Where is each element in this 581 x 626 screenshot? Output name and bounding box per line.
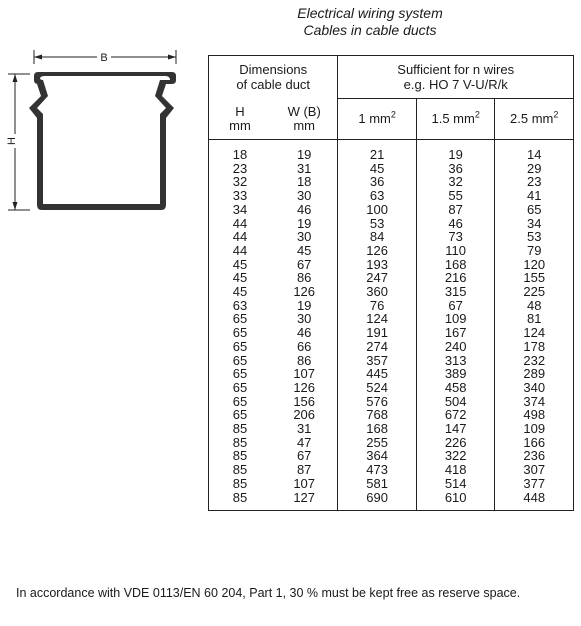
table-cell: 126 [293,379,316,395]
cable-duct-table [208,55,574,511]
table-cell: 67 [448,297,463,313]
table-cell: 87 [296,462,312,478]
header-dimensions-line-1: Dimensions [239,62,308,78]
table-cell: 377 [523,475,546,491]
table-cell: 357 [366,352,388,368]
header-w [271,99,338,140]
table-cell: 46 [296,201,312,217]
table-cell: 14 [526,147,542,162]
table-cell: 86 [296,270,312,286]
column-25mm [495,140,574,511]
table-cell: 240 [444,338,467,354]
table-cell: 30 [296,229,312,245]
column-w [271,140,338,511]
table-cell: 85 [232,489,248,505]
table-cell: 18 [232,147,248,162]
table-cell: 498 [523,407,546,423]
table-cell: 65 [232,338,248,354]
header-wires-line-2: e.g. HO 7 V-U/R/k [403,77,508,92]
table-cell: 168 [366,421,388,437]
table-cell: 85 [232,434,248,450]
table-cell: 610 [444,489,467,505]
table-cell: 109 [444,311,467,327]
sup-25: 2 [553,109,559,120]
table-cell: 18 [296,174,312,190]
table-cell: 225 [523,284,546,300]
table-cell: 307 [523,462,546,478]
table-cell: 19 [296,297,312,313]
sup-1: 2 [390,109,396,120]
table-cell: 41 [526,188,542,204]
table-cell: 87 [448,201,463,217]
header-15mm [416,99,495,140]
table-cell: 445 [366,366,388,382]
table-cell: 126 [293,284,316,300]
table-cell: 67 [296,448,312,464]
table-cell: 340 [523,379,546,395]
table-cell: 65 [526,201,542,217]
height-label: H [6,137,18,145]
table-cell: 247 [366,270,388,286]
table-cell: 33 [232,188,248,204]
table-cell: 23 [232,160,248,176]
table-cell: 85 [232,462,248,478]
column-15mm [416,140,495,511]
table-cell: 315 [444,284,467,300]
table-cell: 768 [366,407,388,423]
table-cell: 289 [523,366,546,382]
table-cell: 44 [232,229,248,245]
table-cell: 155 [523,270,546,286]
header-h-label: H [235,103,245,119]
table-cell: 66 [296,338,312,354]
table-cell: 19 [296,147,312,162]
table-cell: 36 [448,160,463,176]
table-cell: 274 [366,338,388,354]
table-cell: 672 [444,407,467,423]
table-cell: 85 [232,448,248,464]
table-cell: 109 [523,421,546,437]
table-cell: 53 [369,215,385,231]
table-cell: 32 [448,174,463,190]
table-cell: 581 [366,475,388,491]
table-cell: 576 [366,393,388,409]
table-cell: 147 [444,421,467,437]
table-cell: 120 [523,256,546,272]
table-cell: 110 [445,242,467,258]
table-cell: 45 [232,270,248,286]
header-25mm-label: 2.5 mm [510,111,554,126]
table-cell: 81 [526,311,542,327]
table-cell: 30 [296,311,312,327]
table-cell: 690 [366,489,388,505]
table-cell: 65 [232,311,248,327]
table-cell: 65 [232,352,248,368]
table-cell: 418 [444,462,467,478]
table-cell: 86 [296,352,312,368]
table-cell: 458 [444,379,467,395]
table-cell: 127 [293,489,316,505]
table-cell: 364 [366,448,388,464]
table-cell: 473 [366,462,388,478]
table-cell: 44 [232,215,248,231]
header-w-label: W (B) [287,103,321,119]
table-cell: 107 [293,475,316,491]
header-h-unit: mm [229,117,251,133]
reserve-note: In accordance with VDE 0113/EN 60 204, Part 1, 30 % must be kept free as reserve space. [16,586,521,600]
header-15mm-label: 1.5 mm [431,111,475,126]
table-cell: 167 [444,325,467,341]
table-cell: 67 [296,256,312,272]
table-cell: 156 [293,393,316,409]
table-cell: 178 [523,338,546,354]
table-cell: 124 [523,325,546,341]
table-cell: 45 [369,160,385,176]
table-cell: 47 [296,434,312,450]
table-cell: 226 [444,434,467,450]
table-cell: 100 [366,201,388,217]
column-h [209,140,271,511]
table-cell: 236 [523,448,546,464]
table-cell: 255 [366,434,388,450]
table-cell: 63 [369,188,385,204]
table-cell: 23 [526,174,542,190]
table-cell: 193 [366,256,388,272]
table-cell: 19 [448,147,463,162]
header-wires-line-1: Sufficient for n wires [397,62,515,77]
table-cell: 389 [444,366,467,382]
header-1mm [338,99,417,140]
table-cell: 31 [296,421,312,437]
header-dimensions [209,56,338,99]
cable-duct-diagram [0,40,200,240]
header-wires [338,56,574,99]
table-cell: 65 [232,407,248,423]
table-cell: 191 [366,325,388,341]
title-line-1: Electrical wiring system [297,5,443,21]
table-cell: 45 [232,284,248,300]
table-cell: 166 [523,434,546,450]
table-cell: 504 [444,393,467,409]
table-cell: 53 [526,229,542,245]
header-w-unit: mm [293,117,316,133]
table-cell: 21 [369,147,385,162]
page-title [240,5,500,39]
table-cell: 55 [448,188,463,204]
table-cell: 79 [526,242,542,258]
title-line-2: Cables in cable ducts [303,22,437,38]
table-cell: 44 [232,242,248,258]
table-cell: 85 [232,475,248,491]
table-cell: 448 [523,489,546,505]
table-cell: 168 [444,256,467,272]
table-cell: 514 [444,475,467,491]
width-label: B [100,52,108,64]
table-cell: 232 [523,352,546,368]
table-cell: 76 [369,297,385,313]
table-cell: 30 [296,188,312,204]
sup-15: 2 [474,109,480,120]
table-cell: 45 [296,242,312,258]
table-cell: 107 [293,366,316,382]
table-cell: 65 [232,366,248,382]
table-cell: 524 [366,379,388,395]
header-1mm-label: 1 mm [358,111,391,126]
table-cell: 124 [366,311,388,327]
table-cell: 32 [232,174,248,190]
table-cell: 45 [232,256,248,272]
table-cell: 19 [296,215,312,231]
table-cell: 65 [232,393,248,409]
table-cell: 374 [523,393,546,409]
header-dimensions-line-2: of cable duct [236,77,311,93]
table-cell: 31 [296,160,312,176]
table-cell: 48 [526,297,542,313]
table-cell: 34 [526,215,542,231]
table-cell: 65 [232,379,248,395]
table-cell: 46 [448,215,463,231]
table-cell: 322 [444,448,467,464]
table-cell: 63 [232,297,248,313]
table-cell: 206 [293,407,316,423]
duct-profile [29,72,176,210]
table-cell: 360 [366,284,388,300]
table-cell: 84 [369,229,385,245]
header-25mm [495,99,574,140]
table-cell: 216 [444,270,467,286]
table-cell: 73 [448,229,463,245]
table-cell: 46 [296,325,312,341]
column-1mm [338,140,417,511]
table-cell: 34 [232,201,248,217]
table-cell: 29 [526,160,542,176]
header-h [209,99,271,140]
table-cell: 126 [366,242,388,258]
table-cell: 36 [369,174,385,190]
table-cell: 85 [232,421,248,437]
table-cell: 65 [232,325,248,341]
table-cell: 313 [444,352,467,368]
